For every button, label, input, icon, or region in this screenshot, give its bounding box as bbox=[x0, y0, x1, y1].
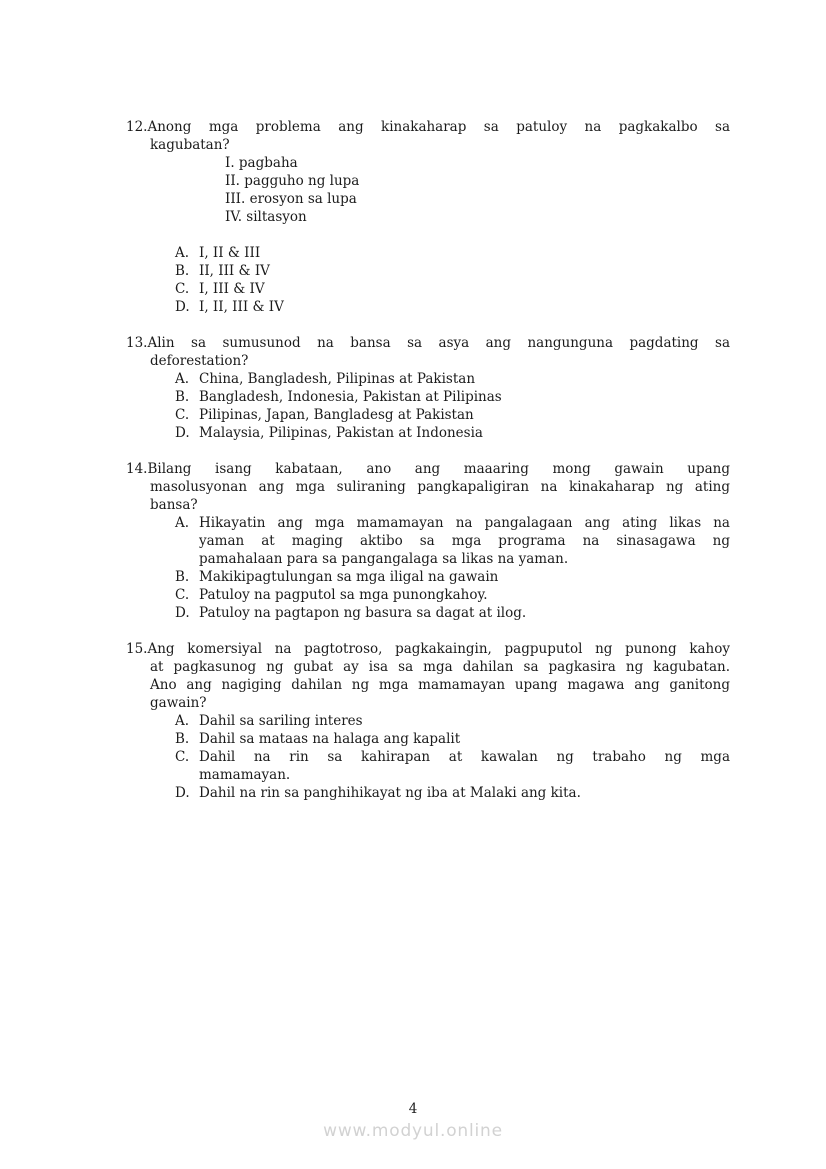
question-line: deforestation? bbox=[150, 353, 249, 369]
question-line: at pagkasunog ng gubat ay isa sa mga dahilan sa pagkasira ng kagubatan. bbox=[150, 659, 730, 675]
option-letter: B. bbox=[175, 263, 190, 279]
option-row bbox=[126, 388, 730, 406]
option-row bbox=[126, 262, 730, 280]
question-line bbox=[126, 118, 730, 136]
option-text: Dahil na rin sa kahirapan at kawalan ng trabaho ng mga bbox=[199, 749, 730, 765]
option-row bbox=[126, 784, 730, 802]
option-text: I, III & IV bbox=[199, 281, 265, 297]
question-15 bbox=[126, 640, 730, 802]
option-letter: D. bbox=[175, 605, 190, 621]
option-text: Pilipinas, Japan, Bangladesg at Pakistan bbox=[199, 407, 474, 423]
option-row bbox=[126, 712, 730, 730]
option-text: I, II & III bbox=[199, 245, 261, 261]
option-text: Malaysia, Pilipinas, Pakistan at Indonesia bbox=[199, 425, 483, 441]
blank-line bbox=[126, 226, 730, 244]
option-text: Patuloy na pagtapon ng basura sa dagat at ilog. bbox=[199, 605, 527, 621]
option-letter: D. bbox=[175, 425, 190, 441]
option-continuation-line: yaman at maging aktibo sa mga programa na sinasagawa ng bbox=[199, 533, 730, 549]
roman-list bbox=[126, 154, 730, 226]
option-text: Dahil sa sariling interes bbox=[199, 713, 363, 729]
option-letter: C. bbox=[175, 407, 190, 423]
option-letter: D. bbox=[175, 785, 190, 801]
option-row bbox=[126, 604, 730, 622]
roman-item: I. pagbaha bbox=[225, 155, 298, 171]
question-14 bbox=[126, 460, 730, 622]
option-letter: B. bbox=[175, 731, 190, 747]
option-row bbox=[126, 568, 730, 586]
option-letter: C. bbox=[175, 281, 190, 297]
option-row bbox=[126, 298, 730, 316]
option-letter: A. bbox=[175, 713, 190, 729]
option-letter: D. bbox=[175, 299, 190, 315]
option-row bbox=[126, 586, 730, 604]
question-text: Alin sa sumusunod na bansa sa asya ang nangunguna pagdating sa bbox=[147, 335, 730, 351]
option-continuation-line: mamamayan. bbox=[199, 767, 291, 783]
option-text: Makikipagtulungan sa mga iligal na gawain bbox=[199, 569, 499, 585]
option-letter: A. bbox=[175, 515, 190, 531]
option-text: II, III & IV bbox=[199, 263, 270, 279]
option-letter: C. bbox=[175, 587, 190, 603]
option-row bbox=[126, 370, 730, 388]
watermark: www.modyul.online bbox=[323, 1121, 503, 1141]
option-row bbox=[126, 406, 730, 424]
options-list bbox=[126, 514, 730, 622]
option-continuation-line: pamahalaan para sa pangangalaga sa likas na yaman. bbox=[199, 551, 569, 567]
option-letter: C. bbox=[175, 749, 190, 765]
option-row bbox=[126, 424, 730, 442]
question-13 bbox=[126, 334, 730, 442]
question-number: 13. bbox=[126, 335, 148, 351]
option-text: I, II, III & IV bbox=[199, 299, 284, 315]
option-letter: B. bbox=[175, 569, 190, 585]
option-row bbox=[126, 730, 730, 748]
question-text: Ang komersiyal na pagtotroso, pagkakaingin, pagpuputol ng punong kahoy bbox=[147, 641, 730, 657]
options-list bbox=[126, 370, 730, 442]
option-text: Hikayatin ang mga mamamayan na pangalagaan ang ating likas na bbox=[199, 515, 730, 531]
option-row bbox=[126, 514, 730, 532]
question-line bbox=[126, 460, 730, 478]
option-row bbox=[126, 748, 730, 766]
option-text: Bangladesh, Indonesia, Pakistan at Pilipinas bbox=[199, 389, 502, 405]
options-list bbox=[126, 712, 730, 802]
question-line bbox=[126, 334, 730, 352]
question-number: 15. bbox=[126, 641, 148, 657]
roman-item: II. pagguho ng lupa bbox=[225, 173, 360, 189]
option-row bbox=[126, 280, 730, 298]
question-line: Ano ang nagiging dahilan ng mga mamamayan upang magawa ang ganitong bbox=[150, 677, 730, 693]
option-letter: B. bbox=[175, 389, 190, 405]
question-line: masolusyonan ang mga suliraning pangkapaligiran na kinakaharap ng ating bbox=[150, 479, 730, 495]
option-letter: A. bbox=[175, 371, 190, 387]
question-number: 12. bbox=[126, 119, 148, 135]
option-text: Dahil na rin sa panghihikayat ng iba at Malaki ang kita. bbox=[199, 785, 581, 801]
quiz-content bbox=[126, 118, 730, 820]
option-text: China, Bangladesh, Pilipinas at Pakistan bbox=[199, 371, 476, 387]
option-row bbox=[126, 244, 730, 262]
question-line: kagubatan? bbox=[150, 137, 230, 153]
option-letter: A. bbox=[175, 245, 190, 261]
question-line: bansa? bbox=[150, 497, 198, 513]
question-12 bbox=[126, 118, 730, 316]
question-text: Bilang isang kabataan, ano ang maaaring mong gawain upang bbox=[147, 461, 730, 477]
options-list bbox=[126, 244, 730, 316]
question-text: Anong mga problema ang kinakaharap sa patuloy na pagkakalbo sa bbox=[147, 119, 730, 135]
roman-item: III. erosyon sa lupa bbox=[225, 191, 357, 207]
roman-item: IV. siltasyon bbox=[225, 209, 307, 225]
page-number: 4 bbox=[408, 1101, 418, 1117]
question-line: gawain? bbox=[150, 695, 207, 711]
question-line bbox=[126, 640, 730, 658]
option-text: Patuloy na pagputol sa mga punongkahoy. bbox=[199, 587, 488, 603]
question-number: 14. bbox=[126, 461, 148, 477]
option-text: Dahil sa mataas na halaga ang kapalit bbox=[199, 731, 461, 747]
